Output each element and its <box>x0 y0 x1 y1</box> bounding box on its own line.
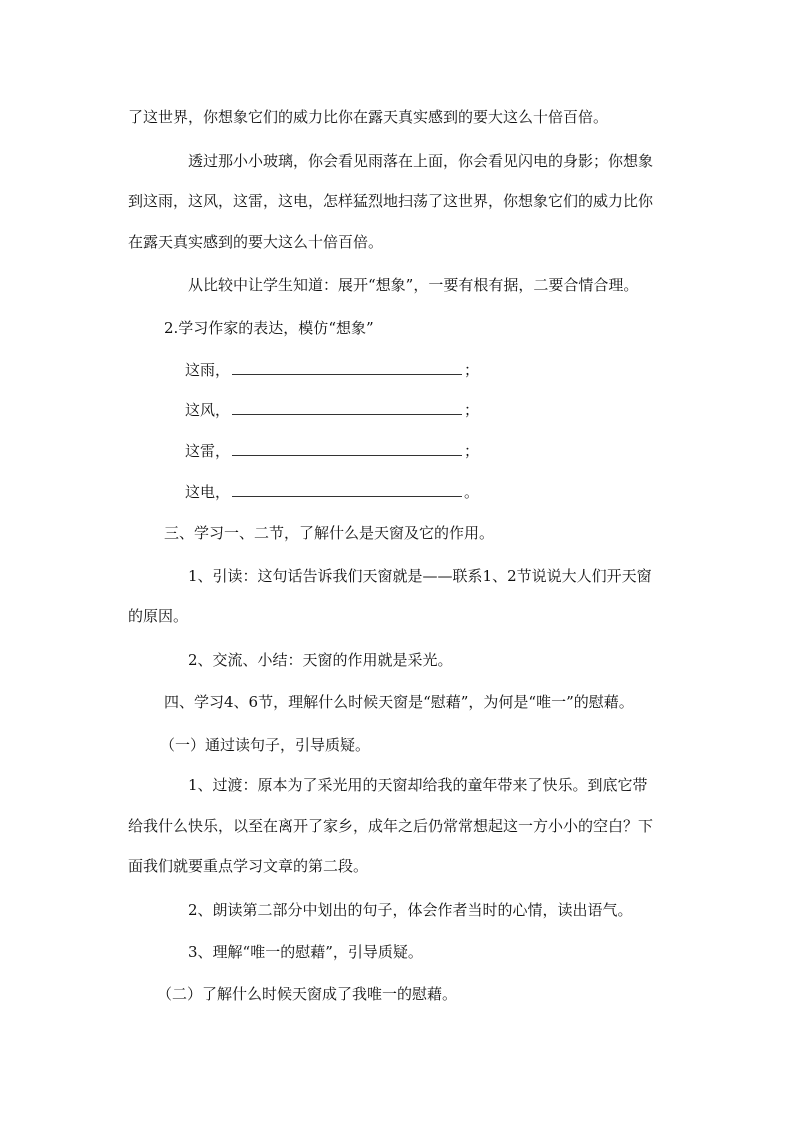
section-heading: 2.学习作家的表达，模仿“想象” <box>164 319 374 337</box>
paragraph-line: 从比较中让学生知道：展开“想象”，一要有根有据，二要合情合理。 <box>188 276 639 294</box>
fill-blank-label: 这雷， <box>185 442 231 460</box>
paragraph-line: 的原因。 <box>128 607 189 625</box>
paragraph-line: 2、朗读第二部分中划出的句子，体会作者当时的心情，读出语气。 <box>188 901 633 919</box>
fill-blank-end: ； <box>464 442 480 460</box>
subsection-heading: （二）了解什么时候天窗成了我唯一的慰藉。 <box>157 985 458 1003</box>
fill-blank-end: 。 <box>464 483 480 501</box>
fill-blank-row <box>185 441 479 461</box>
paragraph-line: 透过那小小玻璃，你会看见雨落在上面，你会看见闪电的身影；你想象 <box>188 152 654 170</box>
paragraph-line: 了这世界，你想象它们的威力比你在露天真实感到的要大这么十倍百倍。 <box>128 108 609 126</box>
fill-blank-line <box>232 482 462 497</box>
fill-blank-label: 这雨， <box>185 361 231 379</box>
paragraph-line: 到这雨，这风，这雷，这电，怎样猛烈地扫荡了这世界，你想象它们的威力比你 <box>128 192 654 210</box>
paragraph-line: 1、过渡：原本为了采光用的天窗却给我的童年带来了快乐。到底它带 <box>188 776 648 794</box>
fill-blank-end: ； <box>464 361 480 379</box>
fill-blank-label: 这电， <box>185 483 231 501</box>
section-heading: 三、学习一、二节，了解什么是天窗及它的作用。 <box>164 524 495 542</box>
paragraph-line: 在露天真实感到的要大这么十倍百倍。 <box>128 233 384 251</box>
paragraph-line: 2、交流、小结：天窗的作用就是采光。 <box>188 651 453 669</box>
fill-blank-line <box>232 441 462 456</box>
fill-blank-line <box>232 360 462 375</box>
fill-blank-row <box>185 360 479 380</box>
fill-blank-row <box>185 400 479 420</box>
subsection-heading: （一）通过读句子，引导质疑。 <box>160 736 371 754</box>
paragraph-line: 1、引读：这句话告诉我们天窗就是——联系1、2节说说大人们开天窗 <box>188 567 652 585</box>
paragraph-line: 3、理解“唯一的慰藉”，引导质疑。 <box>188 943 423 961</box>
fill-blank-row <box>185 482 479 502</box>
fill-blank-line <box>232 400 462 415</box>
section-heading: 四、学习4、6节，理解什么时候天窗是“慰藉”，为何是“唯一”的慰藉。 <box>164 693 634 711</box>
paragraph-line: 面我们就要重点学习文章的第二段。 <box>128 857 369 875</box>
fill-blank-label: 这风， <box>185 401 231 419</box>
fill-blank-end: ； <box>464 401 480 419</box>
paragraph-line: 给我什么快乐，以至在离开了家乡，成年之后仍常常想起这一方小小的空白？下 <box>128 817 654 835</box>
